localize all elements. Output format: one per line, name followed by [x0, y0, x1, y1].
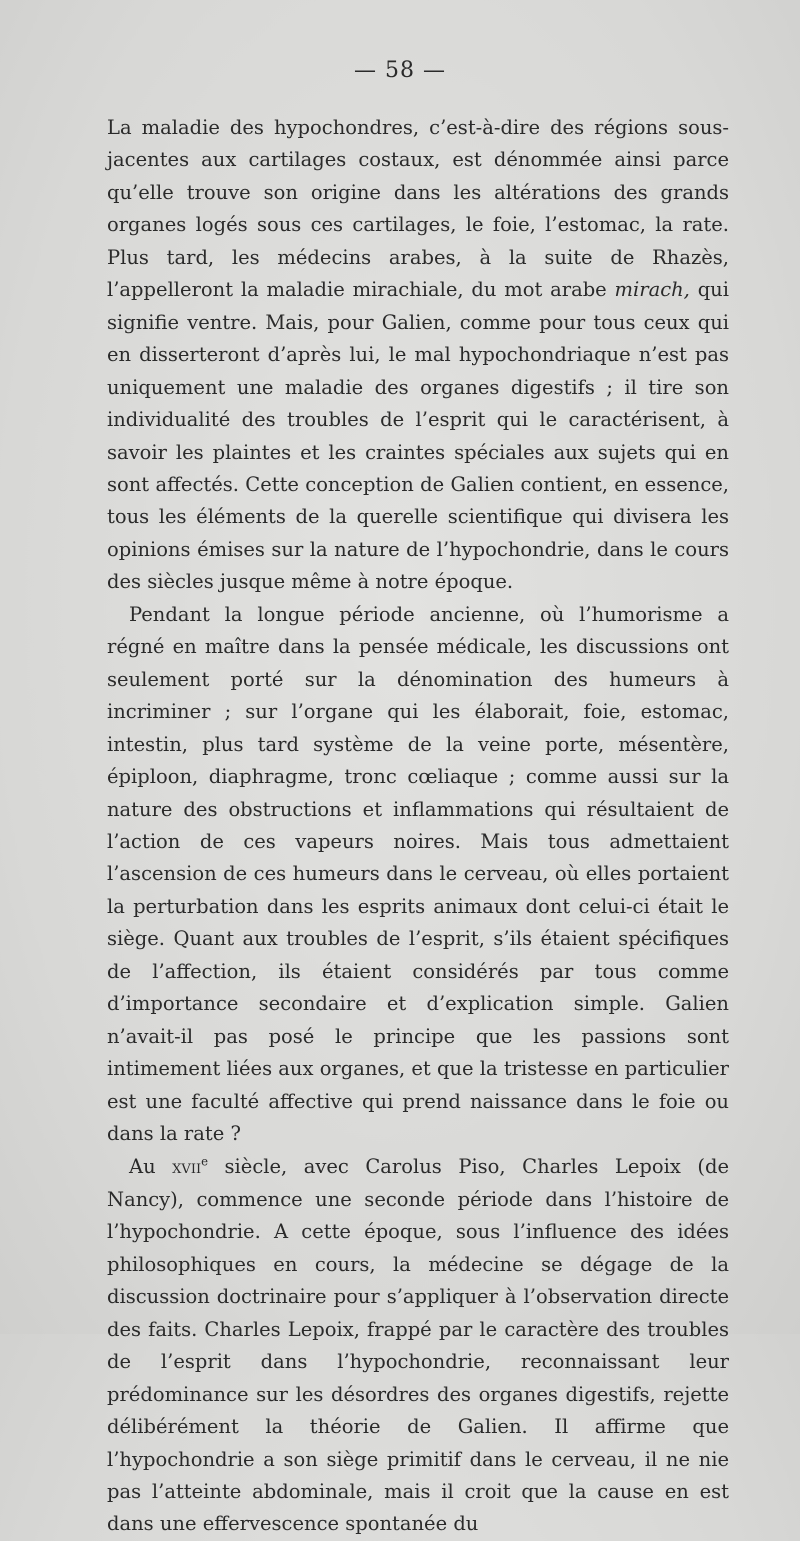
- paragraph-1-text-b: qui signifie ventre. Mais, pour Galien, comme pour tous ceux qui en disserteront d’après lui, le mal hypochondriaque n’est pas uniquement une maladie des organes digestifs ; il tire son individualité des troubles de l’esprit qui le caractérisent, à savoir les plaintes et les craintes spéciales aux sujets qui en sont affectés. Cette conception de Galien contient, en essence, tous les éléments de la querelle scientifique qui divisera les opinions émises sur la nature de l’hypochondrie, dans le cours des siècles jusque même à notre époque.: [107, 278, 729, 594]
- paragraph-3-lead: Au: [129, 1154, 173, 1178]
- paragraph-1: [107, 112, 729, 599]
- page-number: — 58 —: [354, 58, 446, 83]
- paragraph-1-text-a: La maladie des hypochondres, c’est-à-dire des régions sous-jacentes aux cartilages costaux, est dénommée ainsi parce qu’elle trouve son origine dans les altérations des grands organes logés sous ces cartilages, le foie, l’estomac, la rate. Plus tard, les médecins arabes, à la suite de Rhazès, l’appelleront la maladie mirachiale, du mot arabe: [107, 116, 729, 302]
- paragraph-3-text: siècle, avec Carolus Piso, Charles Lepoix (de Nancy), commence une seconde période dans l’histoire de l’hypochondrie. A cette époque, sous l’influence des idées philosophiques en cours, la médecine se dégage de la discussion doctrinaire pour s’appliquer à l’observation directe des faits. Charles Lepoix, frappé par le caractère des troubles de l’esprit dans l’hypochondrie, reconnaissant leur prédominance sur les désordres des organes digestifs, rejette délibérément la théorie de Galien. Il affirme que l’hypochondrie a son siège primitif dans le cerveau, il ne nie pas l’atteinte abdominale, mais il croit que la cause en est dans une effervescence spontanée du: [107, 1154, 729, 1536]
- paragraph-3-century: xvii: [172, 1156, 202, 1178]
- paragraph-2: [107, 599, 729, 1151]
- paragraph-2-text: Pendant la longue période ancienne, où l’humorisme a régné en maître dans la pensée médicale, les discussions ont seulement porté sur la dénomination des humeurs à incriminer ; sur l’organe qui les élaborait, foie, estomac, intestin, plus tard système de la veine porte, mésentère, épiploon, diaphragme, tronc cœliaque ; comme aussi sur la nature des obstructions et inflammations qui résultaient de l’action de ces vapeurs noires. Mais tous admettaient l’ascension de ces humeurs dans le cerveau, où elles portaient la perturbation dans les esprits animaux dont celui-ci était le siège. Quant aux troubles de l’esprit, s’ils étaient spécifiques de l’affection, ils étaient considérés par tous comme d’importance secondaire et d’explication simple. Galien n’avait-il pas posé le principe que les passions sont intimement liées aux organes, et que la tristesse en particulier est une faculté affective qui prend naissance dans le foie ou dans la rate ?: [107, 602, 729, 1146]
- paragraph-1-italic: mirach,: [614, 278, 690, 302]
- paragraph-3: [107, 1151, 729, 1541]
- paragraph-3-century-sup: e: [201, 1154, 209, 1168]
- body-text: [107, 112, 729, 1541]
